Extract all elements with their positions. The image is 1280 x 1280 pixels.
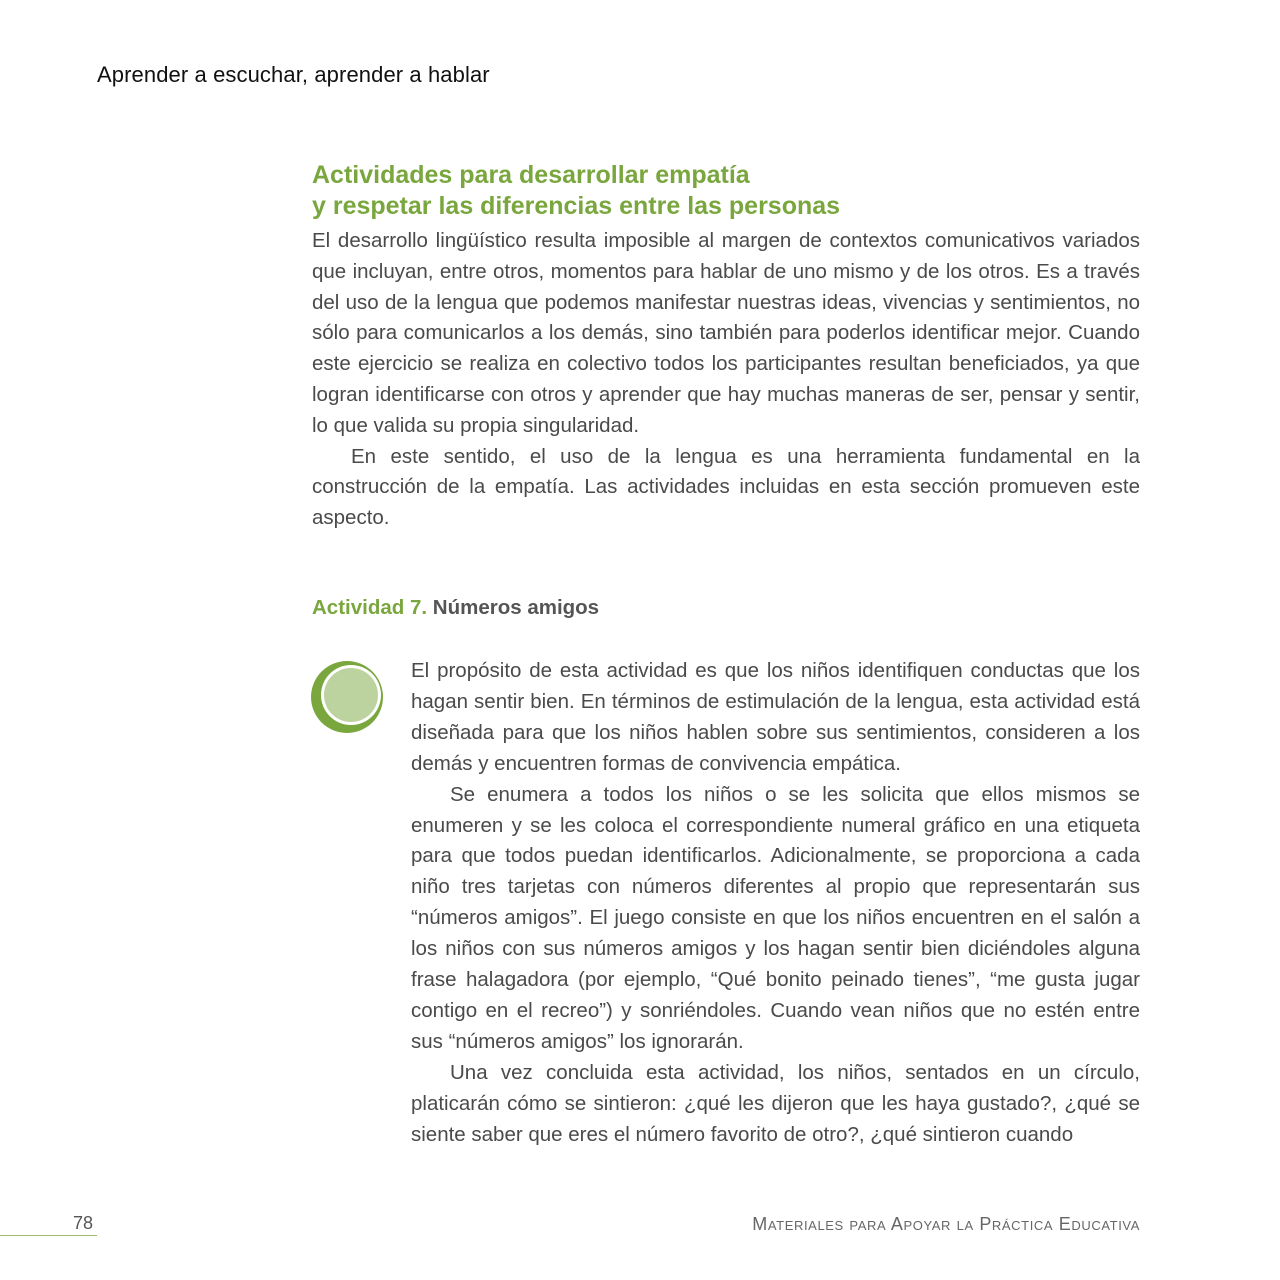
green-circle-icon	[311, 661, 389, 733]
activity-name: Números amigos	[432, 596, 600, 619]
page-number: 78	[73, 1213, 94, 1233]
activity-heading	[312, 596, 599, 620]
section-title	[312, 160, 1140, 222]
activity-paragraph: El propósito de esta actividad es que los niños identifiquen conductas que los hagan sentir bien. En términos de estimulación de la lengua, esta actividad está diseñada para que los niños hablen sobre sus sentimientos, consideren a los demás y encuentren formas de convivencia empática.	[411, 659, 1140, 775]
activity-paragraph: Una vez concluida esta actividad, los niños, sentados en un círculo, platicarán cómo se sintieron: ¿qué les dijeron que les haya gustado?, ¿qué se siente saber que eres el número favorito de otro?, ¿qué sintieron cuando	[411, 1060, 1140, 1146]
section-title-line-1: Actividades para desarrollar empatía	[312, 161, 750, 189]
activity-body	[411, 656, 1140, 1151]
section-intro	[312, 226, 1140, 534]
footer-rule	[0, 1235, 97, 1236]
intro-paragraph: En este sentido, el uso de la lengua es una herramienta fundamental en la construcción de la empatía. Las actividades incluidas en esta sección promueven este aspecto.	[312, 444, 1140, 530]
running-header: Aprender a escuchar, aprender a hablar	[97, 62, 490, 87]
activity-number: Actividad 7.	[312, 596, 428, 619]
activity-paragraph: Se enumera a todos los niños o se les solicita que ellos mismos se enumeren y se les coloca el correspondiente numeral gráfico en una etiqueta para que todos puedan identificarlos. Adicionalmente, se proporciona a cada niño tres tarjetas con números diferentes al propio que representarán sus “números amigos”. El juego consiste en que los niños encuentren en el salón a los niños con sus números amigos y los hagan sentir bien diciéndoles alguna frase halagadora (por ejemplo, “Qué bonito peinado tienes”, “me gusta jugar contigo en el recreo”) y sonriéndoles. Cuando vean niños que no estén entre sus “números amigos” los ignorarán.	[411, 782, 1140, 1053]
section-title-line-2: y respetar las diferencias entre las personas	[312, 192, 841, 220]
footer-book-title: Materiales para Apoyar la Práctica Educativa	[752, 1214, 1140, 1234]
intro-paragraph: El desarrollo lingüístico resulta imposible al margen de contextos comunicativos variados que incluyan, entre otros, momentos para hablar de uno mismo y de los otros. Es a través del uso de la lengua que podemos manifestar nuestras ideas, vivencias y sentimientos, no sólo para comunicarlos a los demás, sino también para poderlos identificar mejor. Cuando este ejercicio se realiza en colectivo todos los participantes resultan beneficiados, ya que logran identificarse con otros y aprender que hay muchas maneras de ser, pensar y sentir, lo que valida su propia singularidad.	[312, 229, 1140, 437]
